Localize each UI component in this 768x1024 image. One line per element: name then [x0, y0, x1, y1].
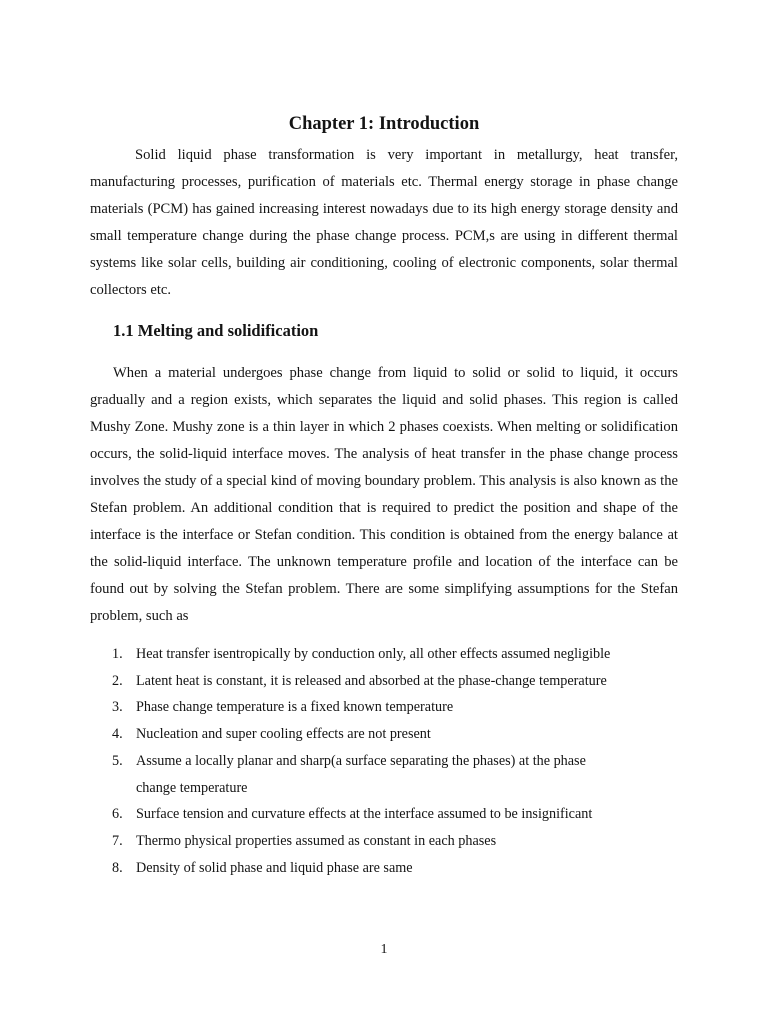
assumption-list — [90, 641, 678, 881]
list-item — [90, 828, 678, 855]
list-item-number: 5. — [112, 752, 123, 769]
list-item-number: 3. — [112, 699, 123, 716]
list-item-text: Density of solid phase and liquid phase are same — [136, 859, 413, 876]
list-item — [90, 721, 678, 748]
list-item-number: 4. — [112, 726, 123, 743]
list-item-number: 2. — [112, 672, 123, 689]
list-item — [90, 694, 678, 721]
list-item-text: Thermo physical properties assumed as constant in each phases — [136, 832, 497, 849]
list-item — [90, 748, 678, 801]
list-item-number: 7. — [112, 832, 123, 849]
list-item-text: Heat transfer isentropically by conduction only, all other effects assumed negligible — [136, 646, 611, 662]
list-item — [90, 801, 678, 828]
list-item — [90, 668, 678, 695]
list-item — [90, 855, 678, 882]
chapter-title: Chapter 1: Introduction — [288, 114, 480, 134]
list-item-number: 6. — [112, 806, 123, 823]
page-number: 1 — [380, 942, 388, 957]
list-item-text: Phase change temperature is a fixed known temperature — [136, 699, 454, 716]
list-item-text: Nucleation and super cooling effects are not present — [136, 726, 431, 743]
section-paragraph: When a material undergoes phase change from liquid to solid or solid to liquid, it occurs gradually and a region exists, which separates the liquid and solid phases. This region is called Mushy Zone. Mushy zone is a thin layer in which 2 phases coexists. When melting or solidification occurs, the solid-liquid interface moves. The analysis of heat transfer in the phase change process involves the study of a special kind of moving boundary problem. This analysis is also known as the Stefan problem. An additional condition that is required to predict the position and shape of the interface is the interface or Stefan condition. This condition is obtained from the energy balance at the solid-liquid interface. The unknown temperature profile and location of the interface can be found out by solving the Stefan problem. There are some simplifying assumptions for the Stefan problem, such as — [90, 365, 678, 624]
list-item — [90, 641, 678, 668]
section-title: 1.1 Melting and solidification — [113, 321, 319, 340]
intro-paragraph: Solid liquid phase transformation is very important in metallurgy, heat transfer, manufacturing processes, purification of materials etc. Thermal energy storage in phase change materials (PCM) has gained increasing interest nowadays due to its high energy storage density and small temperature change during the phase change process. PCM,s are using in different thermal systems like solar cells, building air conditioning, cooling of electronic components, solar thermal collectors etc. — [90, 147, 678, 298]
list-item-number: 1. — [112, 646, 123, 662]
list-item-number: 8. — [112, 859, 123, 876]
list-item-text: Surface tension and curvature effects at the interface assumed to be insignificant — [136, 806, 593, 823]
list-item-text: Latent heat is constant, it is released and absorbed at the phase-change temperature — [136, 672, 607, 689]
list-item-text: Assume a locally planar and sharp(a surface separating the phases) at the phase change temperature — [136, 752, 586, 796]
